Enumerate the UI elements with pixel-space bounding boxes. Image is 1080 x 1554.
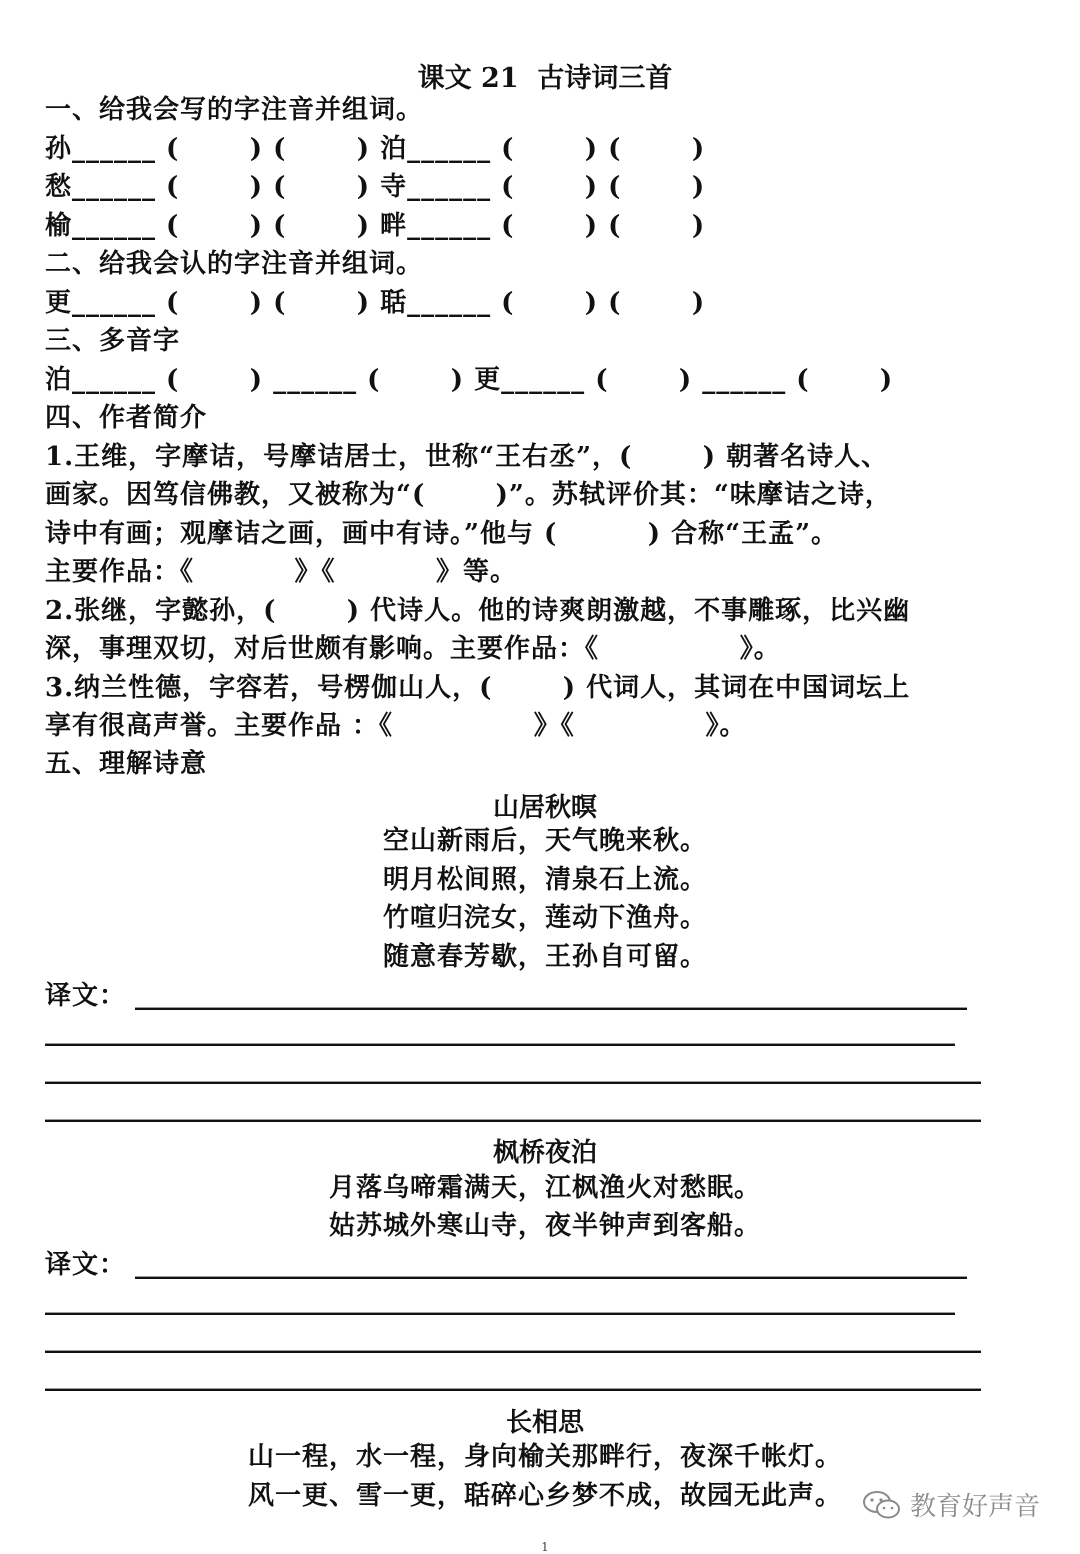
page-number: 1 <box>541 1540 549 1554</box>
section1-row: 孙______ ( ) ( ) 泊______ ( ) ( ) <box>45 134 706 164</box>
translation-label: 译文： <box>45 1250 127 1280</box>
poem-title: 山居秋暝 <box>492 793 597 823</box>
translation-label: 译文： <box>45 981 127 1011</box>
poem-line: 风一更、雪一更，聒碎心乡梦不成，故园无此声。 <box>247 1481 842 1511</box>
author-line: 2.张继，字懿孙，( ) 代诗人。他的诗爽朗激越，不事雕琢，比兴幽 <box>45 596 911 626</box>
author-line: 主要作品：《 》《 》等。 <box>45 557 518 587</box>
translation-blank: ________________________________________________________________ <box>135 981 967 1011</box>
poem-line: 竹喧归浣女，莲动下渔舟。 <box>382 903 707 933</box>
poem-line: 山一程，水一程，身向榆关那畔行，夜深千帐灯。 <box>247 1442 842 1472</box>
section2-row: 更______ ( ) ( ) 聒______ ( ) ( ) <box>45 288 706 318</box>
poem-line: 月落乌啼霜满天，江枫渔火对愁眠。 <box>328 1173 761 1203</box>
section2-heading: 二、给我会认的字注音并组词。 <box>45 249 424 279</box>
translation-blank: ________________________________________________________________ <box>135 1250 967 1280</box>
author-line: 1.王维，字摩诘，号摩诘居士，世称“王右丞”，( ) 朝著名诗人、 <box>45 442 889 472</box>
section3-row: 泊______ ( ) ______ ( ) 更______ ( ) ______ ( ) <box>45 365 894 395</box>
author-line: 享有很高声誉。主要作品 ：《 》《 》。 <box>45 711 747 741</box>
poem-title: 长相思 <box>505 1408 584 1438</box>
watermark-text: 教育好声音 <box>910 1492 1041 1522</box>
section5-heading: 五、理解诗意 <box>45 749 208 779</box>
watermark <box>862 1486 1040 1523</box>
poem-line: 姑苏城外寒山寺，夜半钟声到客船。 <box>328 1211 761 1241</box>
poem-line: 随意春芳歇，王孙自可留。 <box>382 942 707 972</box>
section1-heading: 一、给我会写的字注音并组词。 <box>45 95 424 125</box>
section1-row: 愁______ ( ) ( ) 寺______ ( ) ( ) <box>45 172 706 202</box>
translation-blank: ________________________________________________________________________ <box>45 1093 981 1123</box>
poem-line: 空山新雨后，天气晚来秋。 <box>382 826 707 856</box>
page-title: 课文 21 古诗词三首 <box>417 63 673 94</box>
author-line: 深，事理双切，对后世颇有影响。主要作品：《 》。 <box>45 634 781 664</box>
author-line: 诗中有画；观摩诘之画，画中有诗。”他与 ( ) 合称“王孟”。 <box>45 519 839 549</box>
translation-blank: ______________________________________________________________________ <box>45 1286 955 1316</box>
author-line: 画家。因笃信佛教，又被称为“( )”。苏轼评价其：“味摩诘之诗， <box>45 480 892 510</box>
translation-blank: ______________________________________________________________________ <box>45 1017 955 1047</box>
translation-blank: ________________________________________________________________________ <box>45 1055 981 1085</box>
section1-row: 榆______ ( ) ( ) 畔______ ( ) ( ) <box>45 211 706 241</box>
section4-heading: 四、作者简介 <box>45 403 208 433</box>
wechat-icon <box>862 1489 902 1521</box>
poem-title: 枫桥夜泊 <box>492 1138 597 1168</box>
author-line: 3.纳兰性德，字容若，号楞伽山人，( ) 代词人，其词在中国词坛上 <box>45 673 911 703</box>
translation-blank: ________________________________________________________________________ <box>45 1362 981 1392</box>
poem-line: 明月松间照，清泉石上流。 <box>382 865 707 895</box>
translation-blank: ________________________________________________________________________ <box>45 1324 981 1354</box>
section3-heading: 三、多音字 <box>45 326 181 356</box>
